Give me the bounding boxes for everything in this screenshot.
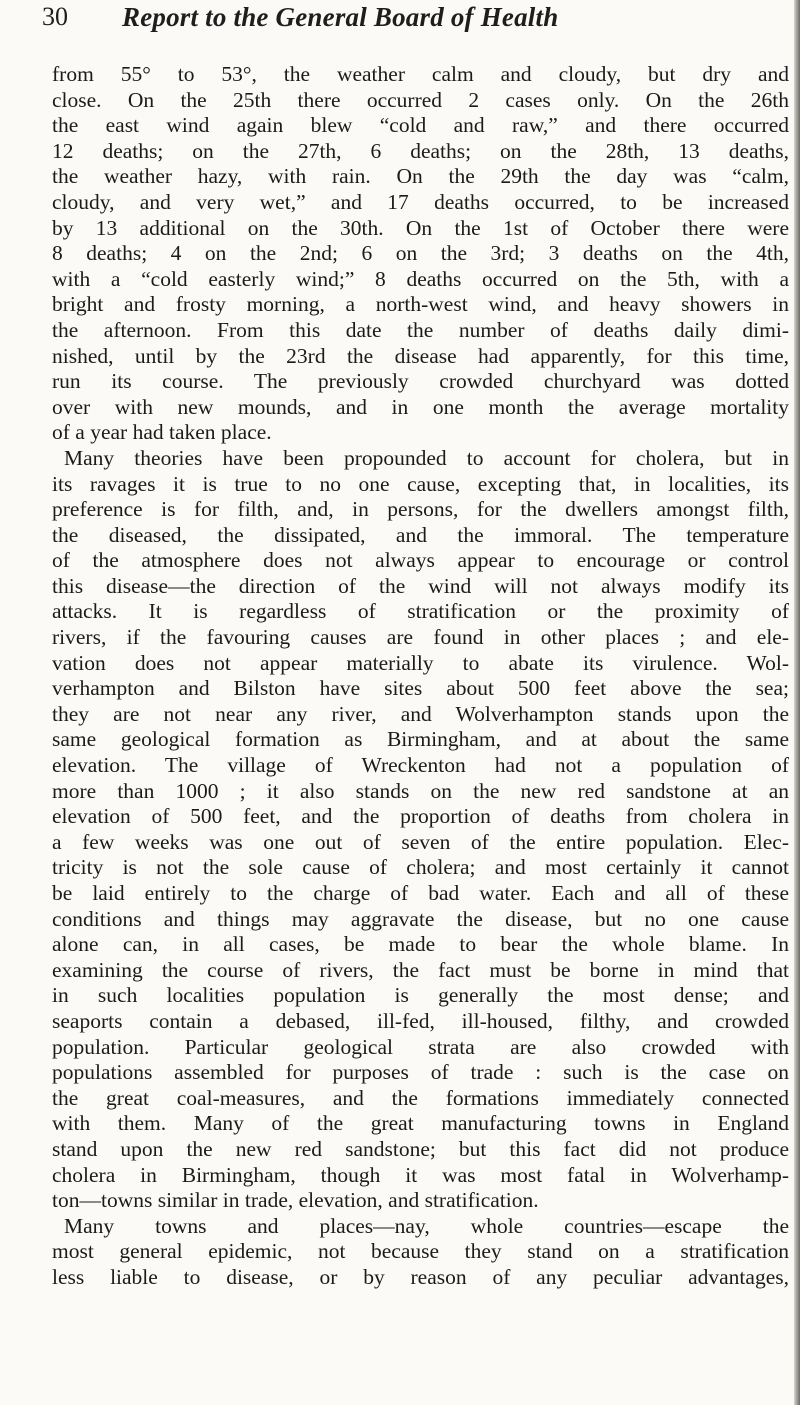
- text-line: Many towns and places—nay, whole countries—escape the: [64, 1213, 789, 1238]
- paragraph: [52, 62, 789, 446]
- text-line: this disease—the direction of the wind will not always modify its: [52, 573, 789, 598]
- text-line: ton—towns similar in trade, elevation, and stratification.: [52, 1188, 539, 1213]
- text-line: rivers, if the favouring causes are found in other places ; and ele-: [52, 625, 789, 650]
- text-line: close. On the 25th there occurred 2 cases only. On the 26th: [52, 87, 789, 112]
- text-line: less liable to disease, or by reason of any peculiar advantages,: [52, 1264, 789, 1289]
- text-line: elevation. The village of Wreckenton had not a population of: [52, 753, 789, 778]
- text-line: vation does not appear materially to abate its virulence. Wol-: [52, 650, 789, 675]
- text-line: by 13 additional on the 30th. On the 1st of October there were: [52, 215, 789, 240]
- page-number: 30: [42, 2, 68, 31]
- text-line: most general epidemic, not because they stand on a stratification: [52, 1239, 789, 1264]
- text-line: Many theories have been propounded to account for cholera, but in: [64, 445, 789, 470]
- text-line: the diseased, the dissipated, and the immoral. The temperature: [52, 522, 789, 547]
- text-line: 8 deaths; 4 on the 2nd; 6 on the 3rd; 3 deaths on the 4th,: [52, 241, 789, 266]
- paragraph: [52, 446, 789, 1214]
- text-line: cloudy, and very wet,” and 17 deaths occurred, to be increased: [52, 189, 789, 214]
- text-line: same geological formation as Birmingham, and at about the same: [52, 727, 789, 752]
- text-line: elevation of 500 feet, and the proportion of deaths from cholera in: [52, 804, 789, 829]
- text-line: alone can, in all cases, be made to bear the whole blame. In: [52, 932, 789, 957]
- text-line: of the atmosphere does not always appear to encourage or control: [52, 548, 789, 573]
- text-line: stand upon the new red sandstone; but this fact did not produce: [52, 1136, 789, 1161]
- page-edge-shadow: [794, 0, 800, 1405]
- text-line: conditions and things may aggravate the disease, but no one cause: [52, 906, 789, 931]
- body-text: [52, 62, 789, 1291]
- text-line: seaports contain a debased, ill-fed, ill-housed, filthy, and crowded: [52, 1008, 789, 1033]
- text-line: verhampton and Bilston have sites about 500 feet above the sea;: [52, 676, 789, 701]
- text-line: with a “cold easterly wind;” 8 deaths occurred on the 5th, with a: [52, 266, 789, 291]
- text-line: populations assembled for purposes of trade : such is the case on: [52, 1060, 789, 1085]
- text-line: cholera in Birmingham, though it was most fatal in Wolverhamp-: [52, 1162, 789, 1187]
- text-line: nished, until by the 23rd the disease had apparently, for this time,: [52, 343, 789, 368]
- text-line: tricity is not the sole cause of cholera; and most certainly it cannot: [52, 855, 789, 880]
- running-title: Report to the General Board of Health: [122, 2, 559, 32]
- text-line: be laid entirely to the charge of bad water. Each and all of these: [52, 881, 789, 905]
- text-line: the east wind again blew “cold and raw,” and there occurred: [52, 113, 789, 138]
- text-line: preference is for filth, and, in persons, for the dwellers amongst filth,: [52, 497, 789, 522]
- text-line: examining the course of rivers, the fact must be borne in mind that: [52, 957, 789, 982]
- text-line: of a year had taken place.: [52, 420, 272, 445]
- page-header: [42, 2, 782, 38]
- text-line: they are not near any river, and Wolverhampton stands upon the: [52, 701, 789, 726]
- text-line: with them. Many of the great manufacturing towns in England: [52, 1111, 789, 1136]
- paragraph: [52, 1214, 789, 1291]
- text-line: run its course. The previously crowded churchyard was dotted: [52, 369, 789, 394]
- text-line: over with new mounds, and in one month the average mortality: [52, 394, 789, 419]
- text-line: the weather hazy, with rain. On the 29th the day was “calm,: [52, 164, 789, 189]
- text-line: 12 deaths; on the 27th, 6 deaths; on the 28th, 13 deaths,: [52, 138, 789, 163]
- text-line: more than 1000 ; it also stands on the new red sandstone at an: [52, 778, 789, 803]
- text-line: its ravages it is true to no one cause, excepting that, in localities, its: [52, 471, 789, 496]
- text-line: a few weeks was one out of seven of the entire population. Elec-: [52, 829, 789, 854]
- text-line: population. Particular geological strata are also crowded with: [52, 1034, 789, 1059]
- text-line: attacks. It is regardless of stratification or the proximity of: [52, 599, 789, 624]
- text-line: from 55° to 53°, the weather calm and cloudy, but dry and: [52, 62, 789, 86]
- text-line: the great coal-measures, and the formations immediately connected: [52, 1085, 789, 1110]
- text-line: bright and frosty morning, a north-west wind, and heavy showers in: [52, 292, 789, 317]
- text-line: the afternoon. From this date the number of deaths daily dimi-: [52, 317, 789, 342]
- text-line: in such localities population is generally the most dense; and: [52, 983, 789, 1008]
